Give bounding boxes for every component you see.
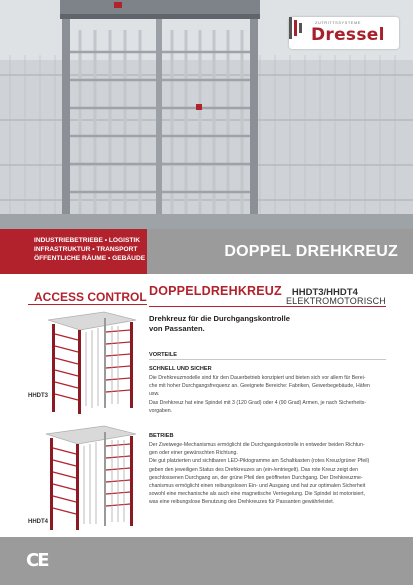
text-line: geben den jeweiligen Status des Drehkreuzes an (ein-/entriegelt). Das rote Kreuz zeigt den [149, 466, 359, 473]
vorteile-heading: VORTEILE [149, 352, 177, 358]
sector-item: INDUSTRIEBETRIEBE • LOGISTIK [34, 237, 140, 244]
text-line: chanismus ermöglicht einen reibungslosen Ein- und Ausgang und hat zur optimalen Sicherheit [149, 483, 366, 490]
title-band [147, 229, 413, 274]
text-line: vorgaben. [149, 407, 173, 414]
text-line: geschlossenen Durchgang an, der grüne Pfeil den geöffneten Durchgang. Der Drehkreuzme- [149, 474, 363, 481]
vorteile-subheading: SCHNELL UND SICHER [149, 366, 212, 372]
betrieb-text [149, 441, 369, 507]
hhdt4-label: HHDT4 [28, 519, 49, 525]
product-models: HHDT3/HHDT4 [291, 287, 358, 298]
sector-item: ÖFFENTLICHE RÄUME • GEBÄUDE [34, 255, 146, 262]
hhdt3-label: HHDT3 [28, 393, 49, 399]
access-control-heading: ACCESS CONTROL [34, 290, 147, 304]
logo-wordmark: Dressel [311, 25, 385, 45]
betrieb-heading: BETRIEB [149, 433, 174, 439]
vorteile-text [149, 374, 370, 415]
sector-item: INFRASTRUKTUR • TRANSPORT [34, 246, 138, 253]
divider [149, 306, 386, 307]
product-lead [149, 314, 290, 334]
text-line: Die Drehkreuzmodelle sind für den Dauerbetrieb konzipiert und bieten sich vor allem für Berei- [149, 375, 366, 381]
logo-tagline: ZUTRITTSSYSTEME [315, 20, 361, 25]
lead-line: Drehkreuz für die Durchgangskontrolle [149, 314, 290, 323]
dressel-logo [289, 17, 399, 49]
logo-mark-icon [289, 17, 302, 39]
divider [28, 304, 147, 305]
sector-list [34, 236, 145, 263]
text-line: Das Drehkreuz hat eine Spindel mit 3 (120 Grad) oder 4 (90 Grad) Armen, je nach Sicherheits- [149, 399, 367, 406]
hero-photo [0, 0, 413, 229]
lead-line: von Passanten. [149, 324, 205, 333]
ce-mark-icon: CE [26, 550, 48, 571]
text-line: Die gut platzierten und sichtbaren LED-Piktogramme am Schaltkasten (rotes Kreuz/grüner Pfeil) [149, 458, 370, 465]
text-line: Der Zweiwege-Mechanismus ermöglicht die Durchgangskontrolle in entweder beiden Richtun- [149, 442, 365, 448]
footer-band [0, 537, 413, 585]
hhdt3-product-image [44, 310, 140, 414]
band-title: DOPPEL DREHKREUZ [224, 243, 398, 260]
sector-band [0, 229, 147, 274]
text-line: sowohl eine mechanische als auch eine magnetische Verriegelung. Die Spindel ist motorisiert, [149, 491, 365, 498]
product-subtitle: ELEKTROMOTORISCH [285, 296, 386, 306]
hhdt4-product-image [42, 424, 140, 532]
text-line: usw. [149, 391, 160, 398]
divider [149, 359, 386, 360]
product-name: DOPPELDREHKREUZ [149, 284, 282, 298]
text-line: che mit hoher Durchgangsfrequenz an. Geeignete Bereiche: Fabriken, Gewerbegebäude, Häfen [149, 383, 370, 390]
text-line: was eine reibungslose Benutzung des Drehkreuzes für Passanten gewährleistet. [149, 499, 335, 506]
text-line: gen oder einer gewünschten Richtung. [149, 450, 238, 457]
